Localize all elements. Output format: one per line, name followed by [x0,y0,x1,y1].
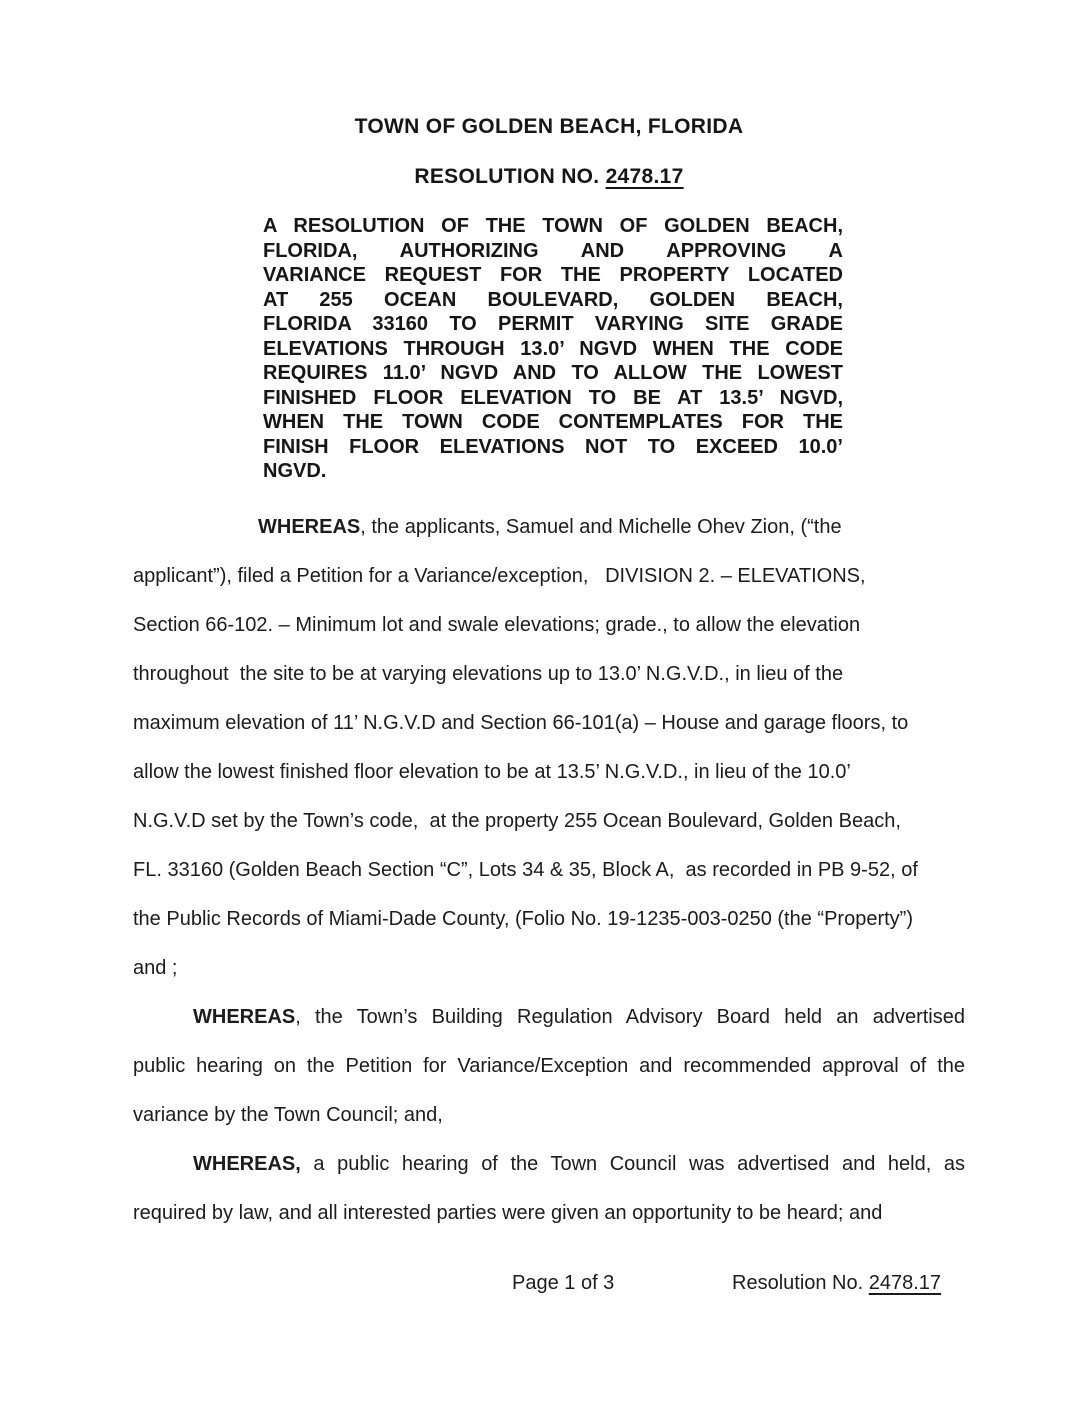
page-footer [133,1268,965,1298]
text-line: applicant”), filed a Petition for a Variance/exception, DIVISION 2. – ELEVATIONS, [133,564,866,587]
footer-resolution-label: Resolution No. [732,1271,869,1294]
summary-line: FINISHED FLOOR ELEVATION TO BE AT 13.5’ NGVD, [263,386,843,409]
text-line-rest: , the applicants, Samuel and Michelle Ohev Zion, (“the [360,515,842,538]
document-content [133,112,965,1298]
text-line: and ; [133,956,178,979]
document-body [133,503,965,1238]
resolution-heading-label: RESOLUTION NO. [414,165,606,188]
text-line [133,503,965,552]
document-title: TOWN OF GOLDEN BEACH, FLORIDA [354,115,744,138]
text-line: N.G.V.D set by the Town’s code, at the property 255 Ocean Boulevard, Golden Beach, [133,809,901,832]
whereas-lead: WHEREAS [193,1005,296,1028]
text-line [133,1140,965,1189]
text-line: throughout the site to be at varying elevations up to 13.0’ N.G.V.D., in lieu of the [133,662,844,685]
resolution-heading-number: 2478.17 [605,165,684,188]
summary-line: WHEN THE TOWN CODE CONTEMPLATES FOR THE [263,411,843,433]
resolution-heading [133,162,965,192]
text-line: allow the lowest finished floor elevation to be at 13.5’ N.G.V.D., in lieu of the 10.0’ [133,760,851,783]
whereas-paragraph-3 [133,1140,965,1238]
whereas-lead: WHEREAS [258,515,361,538]
summary-line: NGVD. [263,460,327,482]
text-line-rest: a public hearing of the Town Council was advertised and held, as [300,1152,965,1175]
text-line: the Public Records of Miami-Dade County, (Folio No. 19-1235-003-0250 (the “Property”) [133,907,913,930]
text-line: public hearing on the Petition for Variance/Exception and recommended approval of the [133,1054,965,1077]
summary-line: FLORIDA, AUTHORIZING AND APPROVING A [263,239,843,262]
whereas-paragraph-2 [133,993,965,1140]
whereas-paragraph-1 [133,503,965,993]
summary-line: REQUIRES 11.0’ NGVD AND TO ALLOW THE LOWEST [263,362,843,384]
summary-line: FINISH FLOOR ELEVATIONS NOT TO EXCEED 10.0’ [263,435,843,458]
text-line: variance by the Town Council; and, [133,1103,443,1126]
summary-line: VARIANCE REQUEST FOR THE PROPERTY LOCATED [263,264,843,286]
summary-line: AT 255 OCEAN BOULEVARD, GOLDEN BEACH, [263,288,843,311]
summary-line: ELEVATIONS THROUGH 13.0’ NGVD WHEN THE CODE [263,337,843,360]
summary-line: A RESOLUTION OF THE TOWN OF GOLDEN BEACH, [263,215,843,237]
page-number: Page 1 of 3 [512,1271,615,1294]
whereas-lead: WHEREAS, [193,1152,301,1175]
text-line: maximum elevation of 11’ N.G.V.D and Section 66-101(a) – House and garage floors, to [133,711,909,734]
text-line: required by law, and all interested parties were given an opportunity to be heard; and [133,1201,883,1224]
footer-resolution-number: 2478.17 [868,1271,942,1294]
text-line [133,993,965,1042]
footer-resolution-ref [732,1268,941,1298]
text-line: Section 66-102. – Minimum lot and swale elevations; grade., to allow the elevation [133,613,861,636]
summary-line: FLORIDA 33160 TO PERMIT VARYING SITE GRADE [263,313,843,335]
text-line: FL. 33160 (Golden Beach Section “C”, Lots 34 & 35, Block A, as recorded in PB 9-52, of [133,858,918,881]
text-line-rest: , the Town’s Building Regulation Advisory Board held an advertised [295,1005,965,1028]
resolution-summary-block [263,214,843,484]
